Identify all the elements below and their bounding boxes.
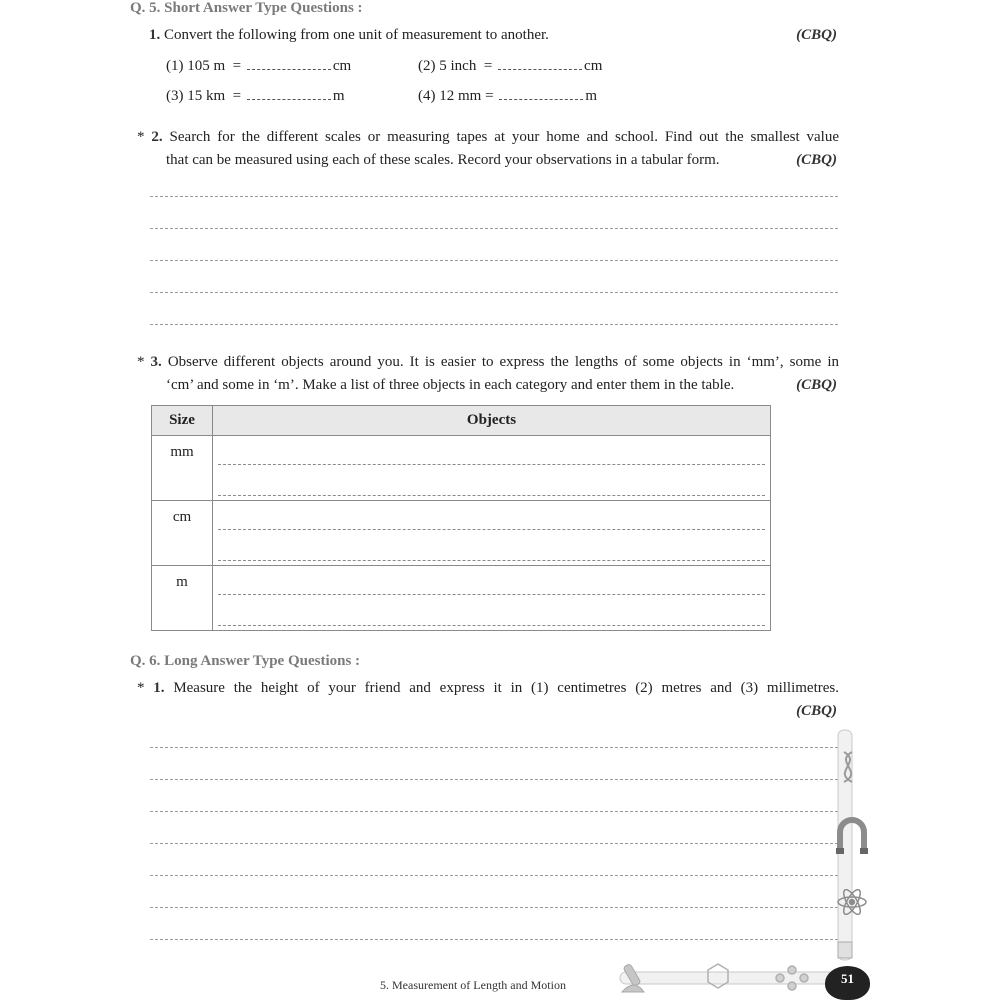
conversion-1: [166, 57, 351, 75]
q5-item2-number: 2.: [151, 129, 163, 145]
q5-item3-line2: ‘cm’ and some in ‘m’. Make a list of three objects in each category and enter them in the table.: [166, 377, 735, 393]
conversion-value: 105 m: [187, 58, 226, 74]
conversion-value: 5 inch: [439, 58, 477, 74]
q5-item1-number: 1.: [149, 27, 161, 43]
answer-blank[interactable]: [499, 87, 583, 100]
conversion-3: [166, 87, 345, 105]
size-cell-m: m: [152, 566, 213, 631]
q5-item3-line1: Observe different objects around you. It is easier to express the lengths of some objects in ‘mm’, some in: [167, 354, 840, 370]
objects-cell[interactable]: [213, 566, 771, 631]
conversion-2: [418, 57, 602, 75]
conversion-label: (2): [418, 58, 436, 74]
answer-line[interactable]: [150, 260, 838, 261]
size-cell-cm: cm: [152, 501, 213, 566]
conversion-unit: cm: [332, 58, 352, 74]
table-row: [152, 566, 771, 631]
table-row: [152, 436, 771, 501]
conversion-unit: cm: [584, 58, 603, 74]
q5-item1-text: Convert the following from one unit of measurement to another.: [164, 27, 549, 43]
q5-item1-tag: (CBQ): [796, 27, 837, 43]
conversion-label: (3): [166, 88, 184, 104]
q5-item3-tag: (CBQ): [796, 377, 837, 393]
q6-item1: [137, 677, 839, 700]
objects-cell[interactable]: [213, 501, 771, 566]
q5-item2-line1: Search for the different scales or measuring tapes at your home and school. Find out the smallest value: [169, 129, 840, 145]
q6-item1-number: 1.: [153, 680, 165, 696]
conversion-value: 15 km: [187, 88, 226, 104]
q5-item3: [137, 351, 839, 397]
q5-heading: Q. 5. Short Answer Type Questions :: [130, 0, 363, 16]
objects-header: Objects: [213, 406, 771, 436]
table-header-row: [152, 406, 771, 436]
size-cell-mm: mm: [152, 436, 213, 501]
size-header: Size: [152, 406, 213, 436]
conversion-eq: =: [485, 88, 494, 104]
answer-line[interactable]: [150, 196, 838, 197]
conversion-label: (1): [166, 58, 184, 74]
flask-icon: [838, 942, 852, 958]
answer-blank[interactable]: [247, 87, 331, 100]
answer-blank[interactable]: [498, 57, 582, 70]
conversion-4: [418, 87, 597, 105]
answer-line[interactable]: [150, 292, 838, 293]
star-mark: *: [137, 129, 145, 145]
answer-blank[interactable]: [247, 57, 331, 70]
page-number: 51: [841, 971, 854, 986]
q5-item2-tag: (CBQ): [796, 152, 837, 168]
q5-item1: [149, 24, 549, 47]
q5-item3-number: 3.: [150, 354, 162, 370]
conversion-unit: m: [585, 88, 597, 104]
q6-item1-text: Measure the height of your friend and express it in (1) centimetres (2) metres and (3) millimetres.: [173, 680, 839, 696]
answer-line[interactable]: [150, 228, 838, 229]
conversion-eq: =: [232, 88, 242, 104]
conversion-value: 12 mm: [439, 88, 482, 104]
star-mark: *: [137, 680, 145, 696]
objects-table: [151, 405, 771, 631]
conversion-label: (4): [418, 88, 436, 104]
conversion-unit: m: [332, 88, 345, 104]
conversion-eq: =: [483, 58, 493, 74]
q5-item2: [137, 126, 839, 172]
conversion-eq: =: [232, 58, 242, 74]
answer-line[interactable]: [150, 324, 838, 325]
star-mark: *: [137, 354, 145, 370]
objects-cell[interactable]: [213, 436, 771, 501]
table-row: [152, 501, 771, 566]
footer-chapter: 5. Measurement of Length and Motion: [380, 978, 566, 992]
q6-heading: Q. 6. Long Answer Type Questions :: [130, 653, 361, 669]
q5-item2-line2: that can be measured using each of these scales. Record your observations in a tabular form.: [166, 152, 720, 168]
q6-item1-tag: (CBQ): [796, 703, 837, 719]
lab-decoration: [600, 720, 880, 1000]
